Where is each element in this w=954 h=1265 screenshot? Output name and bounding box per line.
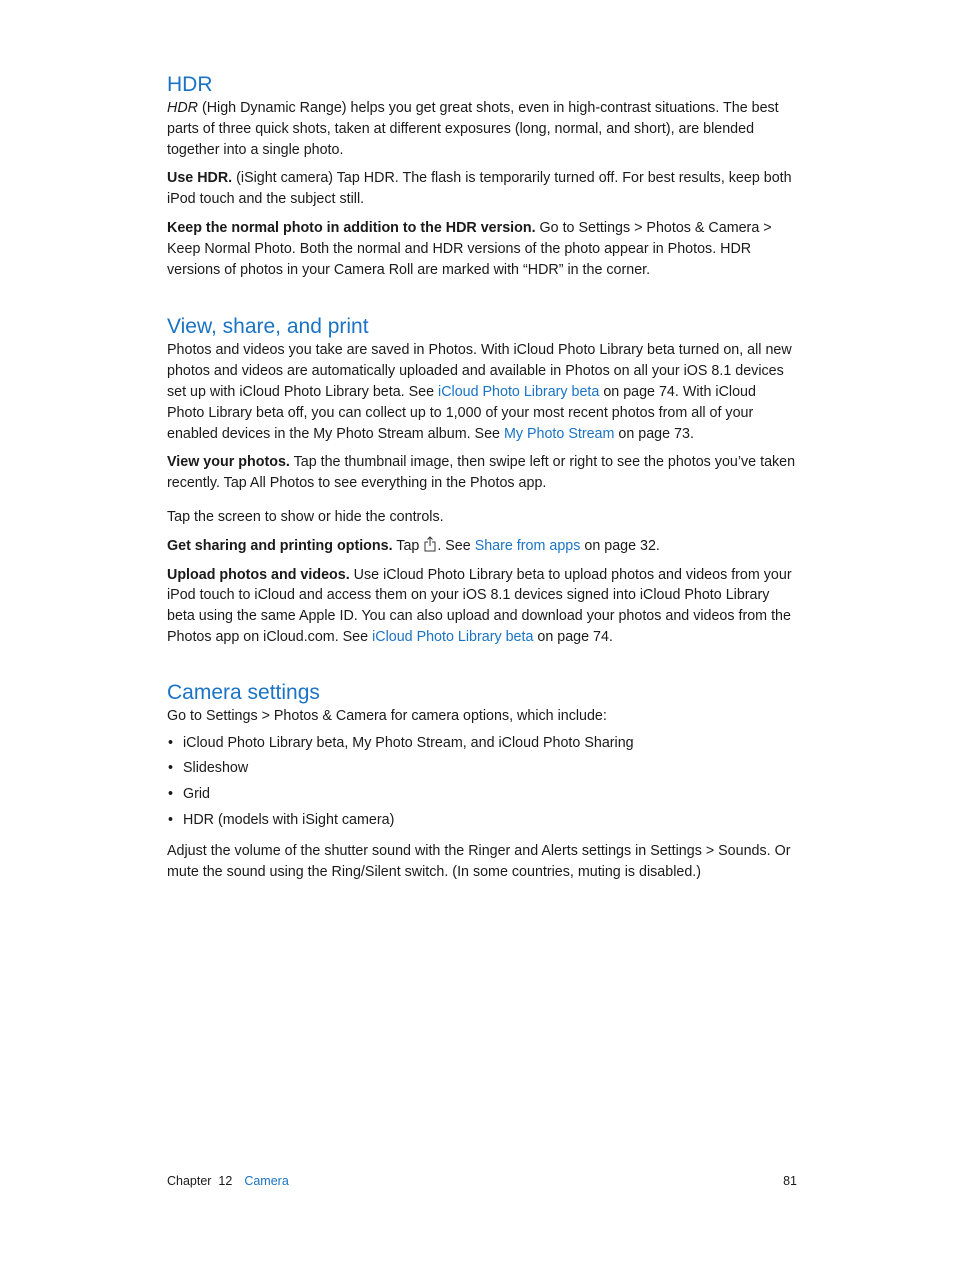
hdr-p2-bold: Use HDR. (167, 170, 233, 187)
heading-view-share-print: View, share, and print (167, 315, 369, 339)
view-p5-bold: Upload photos and videos. (167, 566, 350, 583)
list-item-text: Slideshow (183, 760, 249, 777)
list-item (167, 758, 797, 779)
page-footer (167, 1173, 797, 1189)
link-my-photo-stream[interactable]: My Photo Stream (503, 425, 615, 442)
link-icloud-photo-library-beta-2[interactable]: iCloud Photo Library beta (372, 628, 534, 645)
view-p2-bold: View your photos. (167, 454, 290, 471)
view-p4-text-c: on page 32. (580, 537, 660, 554)
heading-camera-settings: Camera settings (167, 680, 320, 704)
hdr-p3-text: Go to Settings > Photos & Camera > Keep Normal Photo. Both the normal and HDR versions of the photo appear in Photos. HDR versions of photos in your Camera Roll are marked with “HDR” in the corner. (167, 219, 772, 278)
view-p5-text-b: on page 74. (533, 628, 613, 645)
view-p5-text-a: Use iCloud Photo Library beta to upload photos and videos from your iPod touch to iCloud and access them on your iOS 8.1 devices signed into iCloud Photo Library beta using the same Apple ID. You can also upload and download your photos and videos from the Photos app on iCloud.com. See (167, 566, 792, 645)
hdr-paragraph-2 (167, 168, 797, 210)
link-share-from-apps[interactable]: Share from apps (474, 537, 581, 554)
view-p2-text: Tap the thumbnail image, then swipe left or right to see the photos you’ve taken recently. Tap All Photos to see everything in the Photos app. (167, 454, 796, 492)
heading-hdr: HDR (167, 73, 213, 96)
list-item-text: Grid (183, 786, 211, 803)
hdr-term: HDR (167, 100, 198, 116)
view-paragraph-1 (167, 340, 797, 444)
list-item (167, 810, 797, 831)
section-hdr (167, 72, 797, 280)
footer-chapter-name[interactable]: Camera (244, 1174, 289, 1188)
share-icon (424, 536, 436, 552)
camera-outro: Adjust the volume of the shutter sound with the Ringer and Alerts settings in Settings > Sounds. Or mute the sound using the Ring/Silent switch. (In some countries, muting is disabled.) (167, 842, 791, 880)
view-paragraph-3: Tap the screen to show or hide the controls. (167, 508, 444, 525)
view-p1-text-a: Photos and videos you take are saved in Photos. With iCloud Photo Library beta turned on, all new photos and videos are automatically uploaded and available in Photos on all your iOS 8.1 devices set up with iCloud Photo Library beta. See (167, 342, 792, 400)
camera-intro: Go to Settings > Photos & Camera for camera options, which include: (167, 707, 607, 724)
page-number: 81 (783, 1174, 797, 1188)
view-p4-text-a: Tap (392, 537, 424, 554)
section-view-share-print (167, 314, 797, 647)
footer-chapter-label: Chapter 12 (167, 1174, 233, 1188)
hdr-p1-text: (High Dynamic Range) helps you get great shots, even in high-contrast situations. The best parts of three quick shots, taken at different exposures (long, normal, and short), are blended together into a single photo. (167, 100, 779, 158)
link-icloud-photo-library-beta[interactable]: iCloud Photo Library beta (438, 383, 600, 400)
page-content (167, 72, 797, 890)
hdr-p3-bold: Keep the normal photo in addition to the HDR version. (167, 219, 536, 236)
bullet-icon: • (168, 760, 174, 777)
bullet-icon: • (168, 811, 174, 828)
list-item (167, 733, 797, 754)
bullet-icon: • (168, 734, 174, 751)
bullet-icon: • (168, 786, 174, 803)
list-item-text: HDR (models with iSight camera) (183, 811, 395, 828)
view-paragraph-2 (167, 452, 797, 494)
hdr-paragraph-1 (167, 98, 797, 160)
view-p1-text-b: on page 74. With iCloud Photo Library beta off, you can collect up to 1,000 of your most recent photos from all of your enabled devices in the My Photo Stream album. See (167, 383, 756, 442)
view-paragraph-5 (167, 565, 797, 648)
hdr-paragraph-3 (167, 218, 797, 280)
camera-options-list (167, 733, 797, 831)
view-p4-bold: Get sharing and printing options. (167, 537, 393, 554)
view-p4-text-b: . See (437, 537, 475, 554)
section-camera-settings (167, 680, 797, 883)
hdr-p2-text: (iSight camera) Tap HDR. The flash is temporarily turned off. For best results, keep both iPod touch and the subject still. (167, 170, 792, 208)
view-paragraph-4 (167, 536, 797, 557)
list-item-text: iCloud Photo Library beta, My Photo Stream, and iCloud Photo Sharing (183, 734, 634, 751)
list-item (167, 784, 797, 805)
view-p1-text-c: on page 73. (614, 425, 694, 442)
